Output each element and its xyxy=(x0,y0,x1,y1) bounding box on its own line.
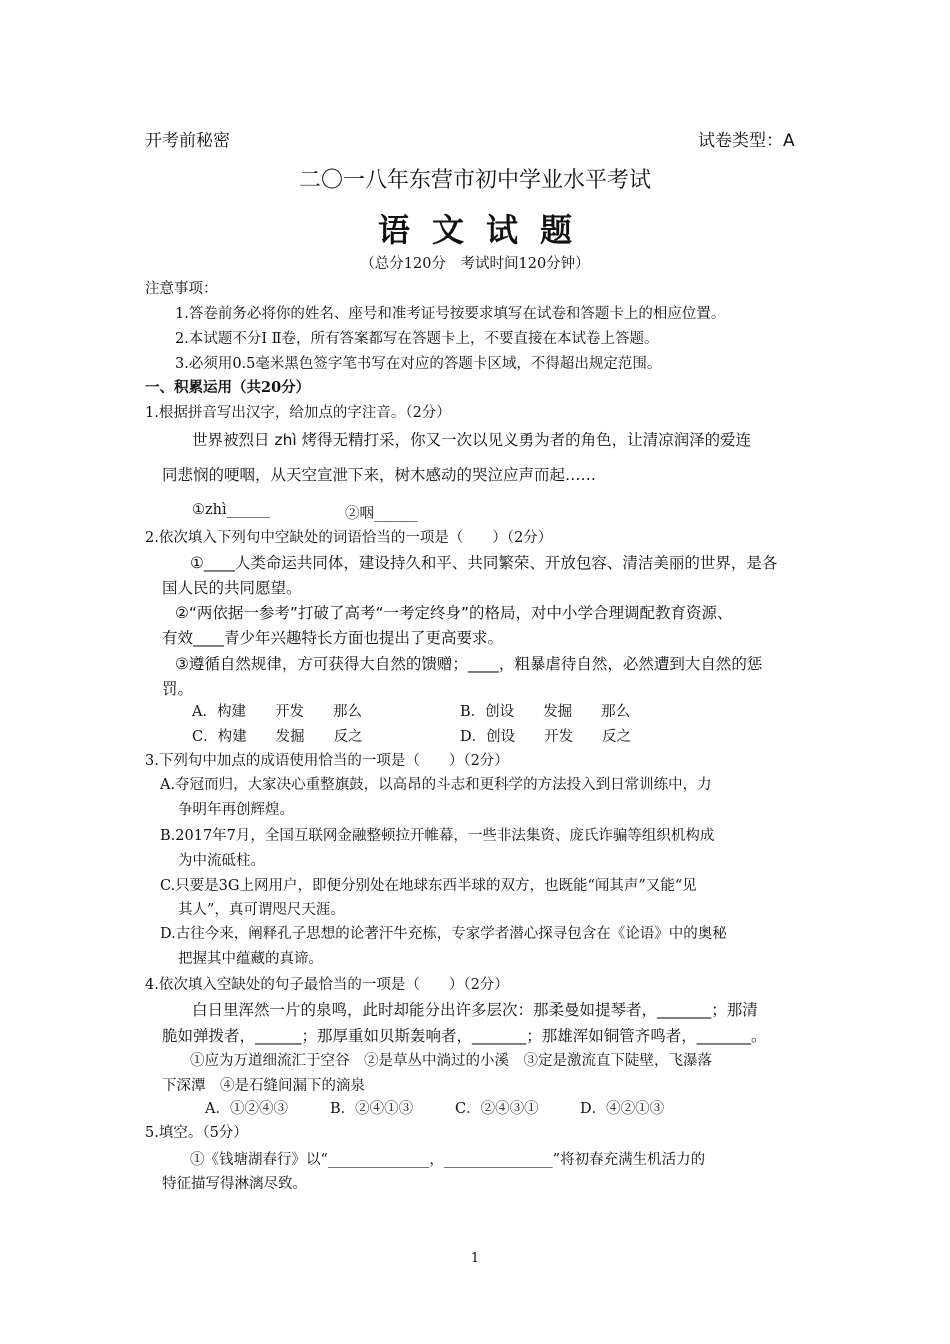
question-2-sentence: 国人民的共同愿望。 xyxy=(162,579,302,597)
score-time-info: （总分120分 考试时间120分钟） xyxy=(360,256,590,272)
notice-item: 1.答卷前务必将你的姓名、座号和准考证号按要求填写在试卷和答题卡上的相应位置。 xyxy=(175,306,726,322)
section-heading: 一、积累运用（共20分） xyxy=(145,379,311,396)
question-2-sentence: 罚。 xyxy=(162,680,194,698)
question-4-choices: 下深潭 ④是石缝间漏下的滴泉 xyxy=(162,1078,365,1094)
question-3-option-a: A.夺冠而归，大家决心重整旗鼓，以高昂的斗志和更科学的方法投入到日常训练中，力 xyxy=(160,777,712,793)
question-5-stem: 5.填空。（5分） xyxy=(145,1125,248,1141)
question-1-blank: ①zhì______ xyxy=(192,502,271,518)
notice-item: 3.必须用0.5毫米黑色签字笔书写在对应的答题卡区域，不得超出规定范围。 xyxy=(175,356,662,372)
page-number: 1 xyxy=(470,1251,480,1266)
confidential-label: 开考前秘密 xyxy=(145,131,230,151)
question-1-blank: ②咽______ xyxy=(345,506,418,522)
question-2-sentence: ①____人类命运共同体，建设持久和平、共同繁荣、开放包容、清洁美丽的世界，是各 xyxy=(190,554,778,572)
notice-item: 2.本试题不分Ⅰ Ⅱ卷，所有答案都写在答题卡上，不要直接在本试卷上答题。 xyxy=(175,331,659,347)
question-2-sentence: ③遵循自然规律，方可获得大自然的馈赠；____，粗暴虐待自然，必然遭到大自然的惩 xyxy=(175,655,763,673)
question-4-option-c: C．②④③① xyxy=(455,1101,539,1117)
question-1-passage: 同悲悯的哽咽，从天空宣泄下来，树木感动的哭泣应声而起…… xyxy=(162,466,597,484)
question-3-stem: 3.下列句中加点的成语使用恰当的一项是（ ）（2分） xyxy=(145,753,509,769)
question-3-option-d: D.古往今来，阐释孔子思想的论著汗牛充栋，专家学者潜心探寻包含在《论语》中的奥秘 xyxy=(160,926,727,942)
question-4-option-d: D．④②①③ xyxy=(580,1101,665,1117)
question-4-choices: ①应为万道细流汇于空谷 ②是草丛中淌过的小溪 ③定是激流直下陡壁，飞瀑落 xyxy=(190,1053,712,1069)
question-3-option-b: B.2017年7月，全国互联网金融整顿拉开帷幕，一些非法集资、庞氏诈骗等组织机构成 xyxy=(160,828,715,844)
question-3-option-c: C.只要是3G上网用户，即便分别处在地球东西半球的双方，也既能“闻其声”又能“见 xyxy=(160,878,697,894)
question-1-passage: 世界被烈日 zhì 烤得无精打采，你又一次以见义勇为者的角色，让清凉润泽的爱连 xyxy=(192,431,752,449)
question-4-passage: 脆如弹拨者，______；那厚重如贝斯轰响者，_______；那雄浑如铜管齐鸣者，_______。 xyxy=(162,1027,767,1045)
question-2-option-d: D．创设 开发 反之 xyxy=(460,729,632,745)
notice-heading: 注意事项： xyxy=(145,281,218,297)
subject-title: 语文试题 xyxy=(377,211,594,249)
question-4-stem: 4.依次填入空缺处的句子最恰当的一项是（ ）（2分） xyxy=(145,977,509,993)
question-2-sentence: ②“两依据一参考”打破了高考“一考定终身”的格局，对中小学合理调配教育资源、 xyxy=(175,604,733,622)
question-1-stem: 1.根据拼音写出汉字，给加点的字注音。（2分） xyxy=(145,405,451,421)
question-3-option-d: 把握其中蕴藏的真谛。 xyxy=(178,951,323,967)
question-3-option-b: 为中流砥柱。 xyxy=(178,853,265,869)
question-2-option-a: A．构建 开发 那么 xyxy=(192,704,362,720)
question-2-option-c: C．构建 发掘 反之 xyxy=(192,729,363,745)
paper-type-label: 试卷类型：A xyxy=(698,131,795,151)
question-2-sentence: 有效____青少年兴趣特长方面也提出了更高要求。 xyxy=(162,629,504,647)
question-2-stem: 2.依次填入下列句中空缺处的词语恰当的一项是（ ）（2分） xyxy=(145,530,553,546)
question-3-option-c: 其人”，真可谓咫尺天涯。 xyxy=(178,902,345,918)
question-4-option-a: A．①②④③ xyxy=(205,1101,288,1117)
question-5-line: ①《钱塘湖春行》以“______________，_______________”将初春充满生机活力的 xyxy=(190,1152,706,1168)
question-4-passage: 白日里浑然一片的泉鸣，此时却能分出许多层次：那柔曼如提琴者，_______；那清 xyxy=(192,1001,758,1019)
question-3-option-a: 争明年再创辉煌。 xyxy=(178,802,294,818)
question-2-option-b: B．创设 发掘 那么 xyxy=(460,704,631,720)
exam-title: 二〇一八年东营市初中学业水平考试 xyxy=(298,168,651,193)
question-5-line: 特征描写得淋漓尽致。 xyxy=(162,1176,307,1192)
question-4-option-b: B．②④①③ xyxy=(330,1101,414,1117)
